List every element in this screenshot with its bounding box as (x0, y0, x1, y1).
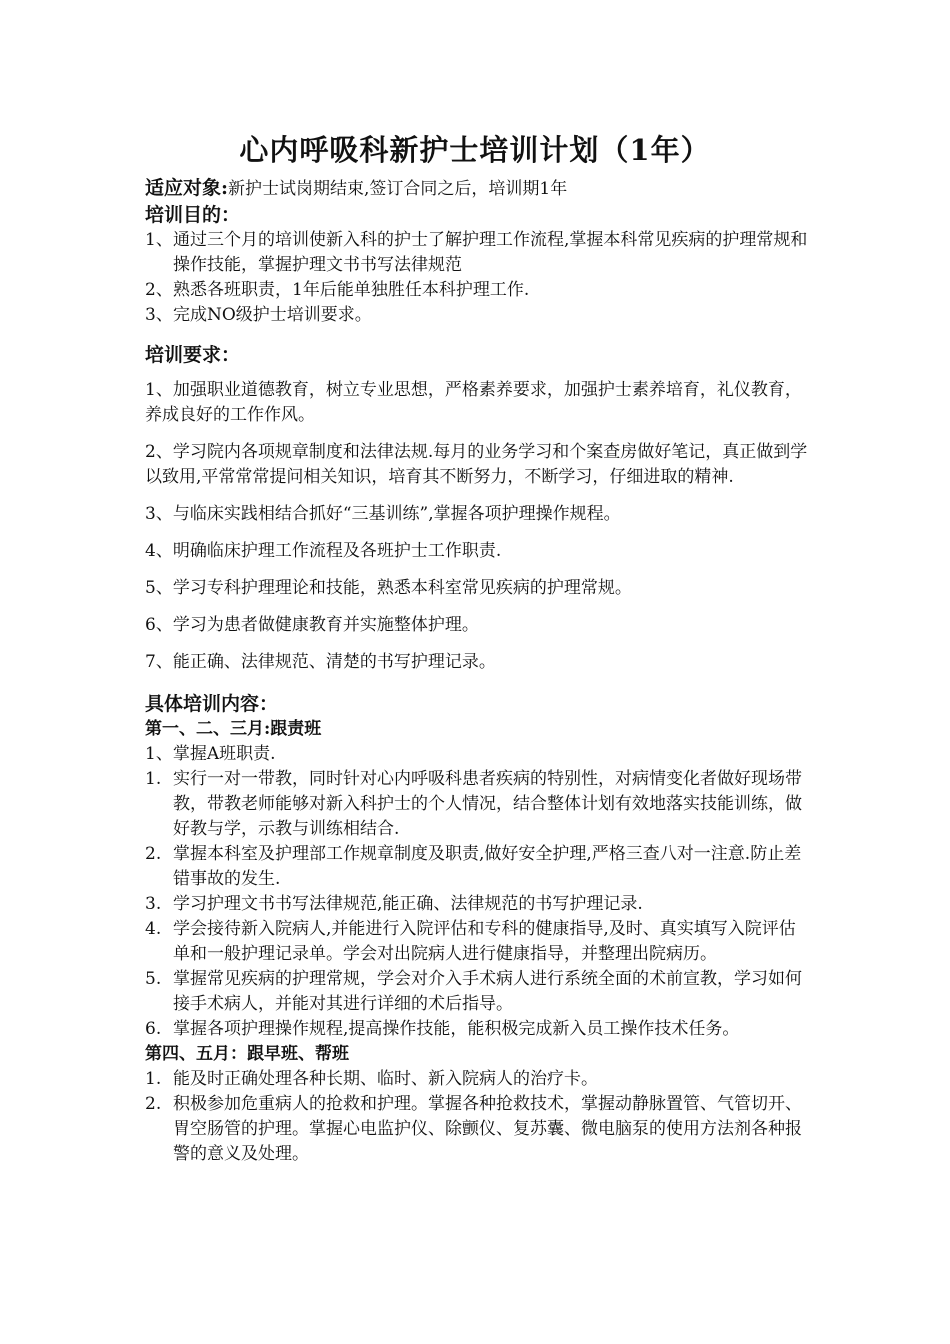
target-text: 新护士试岗期结束,签订合同之后，培训期1年 (228, 179, 568, 199)
list-item: 5. 掌握常见疾病的护理常规，学会对介入手术病人进行系统全面的术前宣教，学习如何接手术病人，并能对其进行详细的术后指导。 (145, 969, 802, 1014)
list-item: 2、 熟悉各班职责，1年后能单独胜任本科护理工作. (145, 280, 530, 300)
list-item: 2. 积极参加危重病人的抢救和护理。掌握各种抢救技术，掌握动静脉置管、气管切开、胃空肠管的护理。掌握心电监护仪、除颤仪、复苏囊、微电脑泵的使用方法剂各种报警的意义及处理。 (145, 1094, 802, 1164)
phase1-list (145, 767, 810, 1042)
requirement-item: 7、能正确、法律规范、清楚的书写护理记录。 (145, 652, 496, 672)
list-item: 2. 掌握本科室及护理部工作规章制度及职责,做好安全护理,严格三查八对一注意.防止差错事故的发生. (145, 844, 802, 889)
phase1-first-item: 1、掌握A班职责. (145, 744, 276, 764)
page-title: 心内呼吸科新护士培训计划（1年） (239, 133, 711, 167)
requirement-item: 1、加强职业道德教育，树立专业思想，严格素养要求，加强护士素养培育，礼仪教育，养成良好的工作作风。 (145, 380, 802, 425)
list-item: 1、 通过三个月的培训使新入科的护士了解护理工作流程,掌握本科常见疾病的护理常规和操作技能，掌握护理文书书写法律规范 (145, 230, 808, 275)
requirement-item: 4、明确临床护理工作流程及各班护士工作职责. (145, 541, 502, 561)
phase1-heading: 第一、二、三月:跟责班 (145, 719, 322, 739)
phase2-heading: 第四、五月：跟早班、帮班 (145, 1044, 349, 1064)
list-item: 3、 完成NO级护士培训要求。 (145, 305, 372, 325)
purpose-heading: 培训目的： (145, 204, 241, 226)
requirement-item: 5、学习专科护理理论和技能，熟悉本科室常见疾病的护理常规。 (145, 578, 632, 598)
requirement-item: 2、学习院内各项规章制度和法律法规.每月的业务学习和个案查房做好笔记，真正做到学以致用,平常常常提问相关知识，培育其不断努力，不断学习，仔细进取的精神. (145, 442, 808, 487)
requirement-item: 6、学习为患者做健康教育并实施整体护理。 (145, 615, 479, 635)
list-item: 1. 能及时正确处理各种长期、临时、新入院病人的治疗卡。 (145, 1069, 598, 1089)
content-heading: 具体培训内容： (145, 693, 279, 715)
phase2-list (145, 1067, 810, 1167)
list-item: 4. 学会接待新入院病人,并能进行入院评估和专科的健康指导,及时、真实填写入院评估单和一般护理记录单。学会对出院病人进行健康指导，并整理出院病历。 (145, 919, 796, 964)
list-item: 3. 学习护理文书书写法律规范,能正确、法律规范的书写护理记录. (145, 894, 643, 914)
list-item: 1. 实行一对一带教，同时针对心内呼吸科患者疾病的特别性，对病情变化者做好现场带教，带教老师能够对新入科护士的个人情况，结合整体计划有效地落实技能训练，做好教与学，示教与训练相结合. (145, 769, 802, 839)
purpose-list (145, 228, 810, 328)
list-item: 6. 掌握各项护理操作规程,提高操作技能，能积极完成新入员工操作技术任务。 (145, 1019, 740, 1039)
target-label: 适应对象: (145, 177, 229, 199)
document-body (145, 176, 810, 1167)
target-line (145, 176, 810, 202)
requirements-heading: 培训要求： (145, 344, 241, 366)
requirement-item: 3、与临床实践相结合抓好“三基训练”,掌握各项护理操作规程。 (145, 504, 621, 524)
